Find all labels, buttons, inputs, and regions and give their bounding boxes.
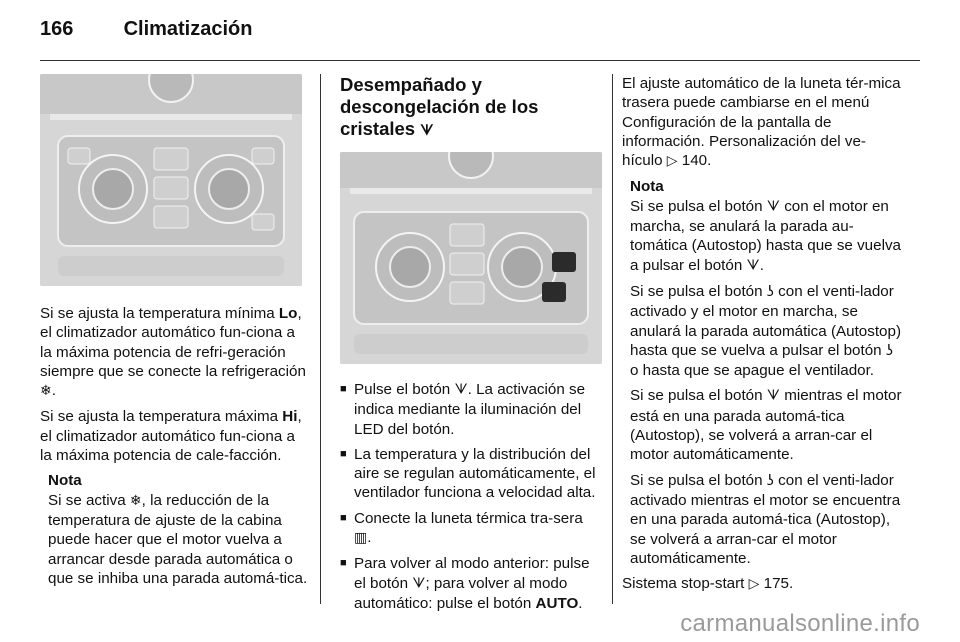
section-title-defrost: Desempañado y descongelación de los cristales ᗐ bbox=[340, 74, 539, 139]
paragraph-lo: Si se ajusta la temperatura mínima Lo, el climatizador automático fun-ciona a la máxima potencia de refri-geración siempre que se conecte la refrigeración ❄. bbox=[40, 305, 306, 400]
watermark: carmanualsonline.info bbox=[680, 610, 920, 637]
list-item: ■ Conecte la luneta térmica tra-sera ▥. bbox=[340, 509, 583, 547]
note-label: Nota bbox=[48, 472, 82, 490]
defrost-icon: ᗐ bbox=[766, 388, 780, 405]
list-item: ■ Pulse el botón ᗐ. La activación se indica mediante la iluminación del LED del botón. bbox=[340, 381, 586, 438]
chapter-title: Climatización bbox=[123, 18, 253, 40]
defrost-icon: ᗐ bbox=[766, 198, 780, 215]
column-2 bbox=[340, 74, 602, 619]
header-divider bbox=[40, 60, 920, 61]
climate-panel-photo-lo-hi bbox=[40, 74, 302, 286]
rear-window-heat-icon: ▥ bbox=[354, 530, 368, 547]
defrost-icon: ᗐ bbox=[746, 257, 760, 274]
note-autostop: Nota Si se pulsa el botón ᗐ con el motor en marcha, se anulará la parada au-tomática (Autostop) hasta que se vuelva a pulsar el botón ᗐ. Si se pulsa el botón ʖ con el venti-lador activado y el motor en marcha, se anulará la parada automática (Autostop) hasta que se vuelva a pulsar el botón ʖ o hasta que se apague el ventilador. Si se pulsa el botón ᗐ mientras el motor está en una parada automá-tica (Autostop), se volverá a arran-car el motor automáticamente. Si se pulsa el botón ʖ con el venti-lador activado mientras el motor se encuentra en una parada automá-tica (Autostop), se volverá a arran-car el motor automáticamente. bbox=[630, 177, 904, 568]
column-1 bbox=[40, 74, 308, 588]
fan-icon: ʖ bbox=[885, 342, 893, 359]
defrost-icon: ᗐ bbox=[420, 123, 434, 139]
defrost-icon: ᗐ bbox=[454, 382, 468, 398]
list-item: ■ La temperatura y la distribución del aire se regulan automáticamente, el ventilador funciona a velocidad alta. bbox=[340, 445, 596, 502]
snowflake-ac-icon: ❄ bbox=[129, 492, 142, 509]
defrost-icon: ᗐ bbox=[412, 575, 426, 592]
column-divider-1 bbox=[320, 74, 321, 604]
fan-icon: ʖ bbox=[766, 283, 774, 300]
climate-panel-illustration-defrost bbox=[340, 152, 602, 364]
climate-panel-illustration bbox=[40, 74, 302, 286]
paragraph-stop-start: Sistema stop-start ▷ 175. bbox=[622, 575, 794, 593]
list-item: ■ Para volver al modo anterior: pulse el botón ᗐ; para volver al modo automático: pulse el botón AUTO. bbox=[340, 555, 590, 612]
paragraph-rear-window: El ajuste automático de la luneta tér-mica trasera puede cambiarse en el menú Configuración de la pantalla de información. Personalización del ve-hículo ▷ 140. bbox=[622, 75, 901, 170]
climate-panel-photo-defrost bbox=[340, 152, 602, 364]
column-3 bbox=[622, 74, 904, 600]
reference-arrow-icon: ▷ bbox=[666, 153, 678, 170]
column-divider-2 bbox=[612, 74, 613, 604]
paragraph-hi: Si se ajusta la temperatura máxima Hi, el climatizador automático fun-ciona a la máxima potencia de cale-facción. bbox=[40, 408, 302, 465]
page-header bbox=[40, 18, 252, 41]
snowflake-ac-icon: ❄ bbox=[40, 383, 52, 400]
reference-arrow-icon: ▷ bbox=[748, 576, 760, 593]
note-ac: Nota Si se activa ❄, la reducción de la temperatura de ajuste de la cabina puede hacer que el motor vuelva a arrancar desde parada automática o que se inhiba una parada automá-tica. bbox=[48, 472, 308, 587]
page-number: 166 bbox=[40, 18, 74, 40]
fan-icon: ʖ bbox=[766, 472, 774, 489]
defrost-steps bbox=[340, 380, 602, 613]
note-label: Nota bbox=[630, 178, 664, 196]
